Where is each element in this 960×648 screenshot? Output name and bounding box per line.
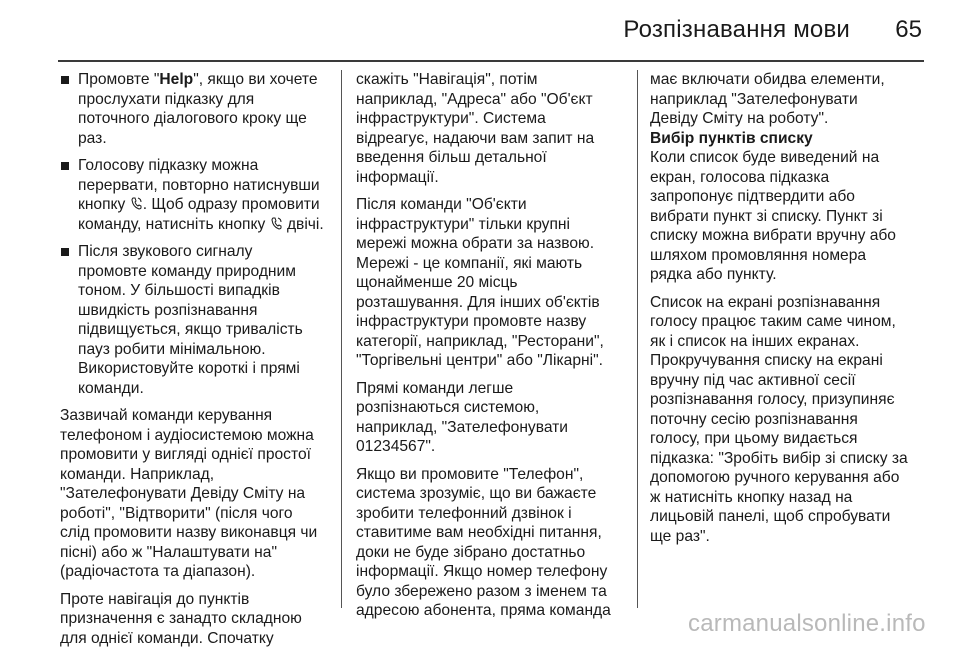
phone-voice-icon [271,217,282,230]
bullet-item: Промовте "Help", якщо ви хочете прослухати підказку для поточного діалогового кроку ще раз. [60,70,332,148]
column-divider [341,70,342,608]
help-keyword: Help [159,71,193,88]
column-2 [356,70,628,621]
column-1 [60,70,332,648]
paragraph: Список на екрані розпізнавання голосу працює таким саме чином, як і список на інших екранах. Прокручування списку на екрані вручну під час активної сесії розпізнавання голосу, призупиняє поточну сесію розпізнавання голосу, при цьому видається підказка: "Зробіть вибір зі списку за допомогою ручного керування або ж натисніть кнопку назад на лицьовій панелі, щоб спробувати ще раз". [650,293,922,547]
paragraph: Зазвичай команди керування телефоном і аудіосистемою можна промовити у вигляді однієї простої команди. Наприклад, "Зателефонувати Девіду Сміту на роботі", "Відтворити" (після чого слід промовити назву виконавця чи пісні) або ж "Налаштувати на" (радіочастота та діапазон). [60,406,332,582]
phone-voice-icon [131,197,142,210]
paragraph: Після команди "Об'єкти інфраструктури" тільки крупні мережі можна обрати за назвою. Мережі - це компанії, які мають щонайменше 20 місць розташування. Для інших об'єктів інфраструктури промовте назву категорії, наприклад, "Ресторани", "Торгівельні центри" або "Лікарні". [356,195,628,371]
paragraph: Якщо ви промовите "Телефон", система зрозуміє, що ви бажаєте зробити телефонний дзвінок і ставитиме вам необхідні питання, доки не буде зібрано достатньо інформації. Якщо номер телефону було збережено разом з іменем та адресою абонента, пряма команда [356,465,628,621]
column-divider [637,70,638,608]
paragraph: Проте навігація до пунктів призначення є занадто складною для однієї команди. Спочатку [60,590,332,648]
section-heading: Вибір пунктів списку [650,129,922,149]
paragraph: має включати обидва елементи, наприклад "Зателефонувати Девіду Сміту на роботу". [650,70,922,129]
paragraph: Прямі команди легше розпізнаються системою, наприклад, "Зателефонувати 01234567". [356,379,628,457]
page-title: Розпізнавання мови [560,16,850,44]
column-3 [650,70,922,546]
bullet-item: Голосову підказку можна перервати, повторно натиснувши кнопку . Щоб одразу промовити команду, натисніть кнопку двічі. [60,156,332,234]
watermark: carmanualsonline.info [688,610,926,638]
bullet-item: Після звукового сигналу промовте команду природним тоном. У більшості випадків швидкість розпізнавання підвищується, якщо тривалість пауз робити мінімальною. Використовуйте короткі і прямі команди. [60,242,332,398]
page-number: 65 [872,16,922,44]
paragraph: скажіть "Навігація", потім наприклад, "Адреса" або "Об'єкт інфраструктури". Система відреагує, надаючи вам запит на введення більш детальної інформації. [356,70,628,187]
header-rule [58,60,924,62]
paragraph: Коли список буде виведений на екран, голосова підказка запропонує підтвердити або вибрати пункт зі списку. Пункт зі списку можна вибрати вручну або шляхом промовляння номера рядка або пункту. [650,148,922,285]
